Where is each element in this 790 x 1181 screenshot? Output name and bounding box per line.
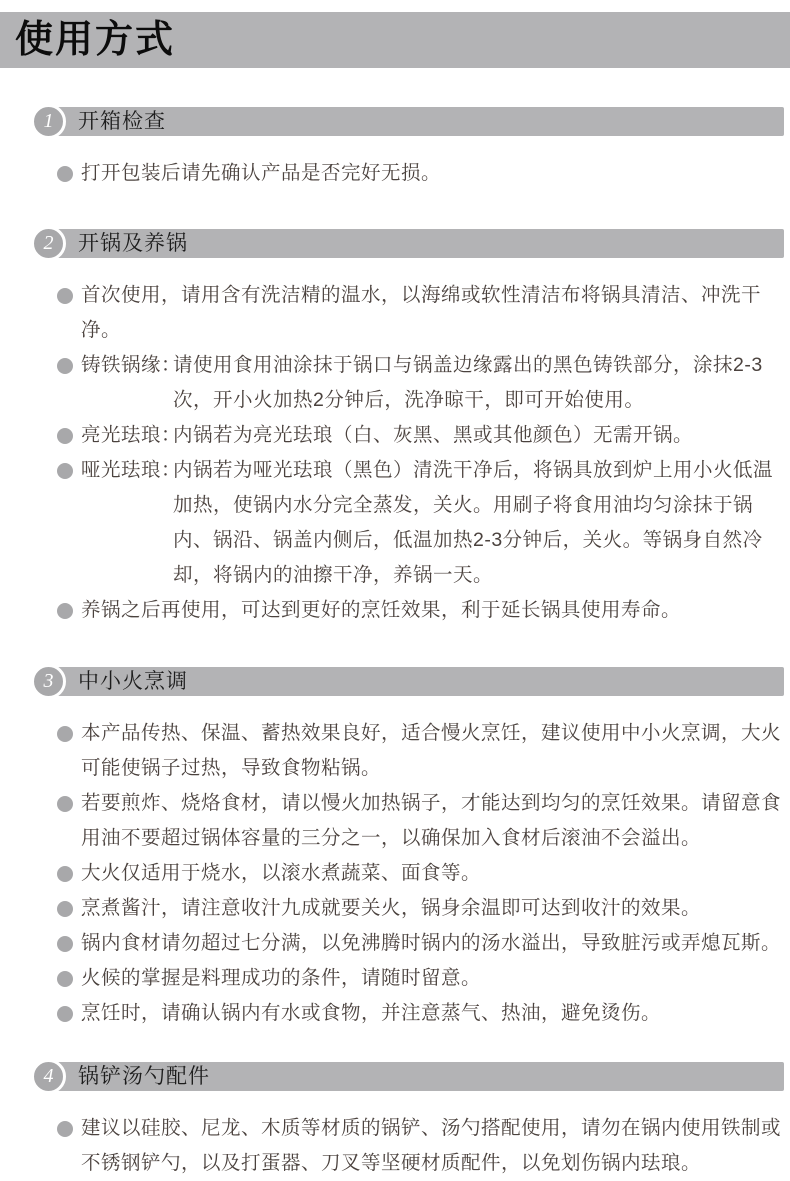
- bullet-icon: [57, 971, 73, 987]
- sections-container: [0, 107, 790, 1181]
- section-number-badge: 2: [31, 226, 66, 261]
- bullet-label: 亮光珐琅：: [81, 424, 182, 446]
- list-item: [57, 593, 788, 628]
- section: [0, 107, 790, 191]
- bullet-text: 养锅之后再使用，可达到更好的烹饪效果，利于延长锅具使用寿命。: [81, 599, 682, 621]
- section-title: 中小火烹调: [78, 670, 188, 693]
- section: [0, 667, 790, 1031]
- bullet-text: 打开包装后请先确认产品是否完好无损。: [81, 162, 442, 184]
- list-item: [57, 856, 788, 891]
- list-item: [57, 961, 788, 996]
- bullet-icon: [57, 726, 73, 742]
- bullet-text: 火候的掌握是料理成功的条件，请随时留意。: [81, 967, 482, 989]
- bullet-text: 内锅若为亮光珐琅（白、灰黑、黑或其他颜色）无需开锅。: [173, 424, 694, 446]
- section-title: 开箱检查: [78, 110, 166, 133]
- bullet-icon: [57, 166, 73, 182]
- list-item: [57, 891, 788, 926]
- bullet-icon: [57, 936, 73, 952]
- bullet-label: 哑光珐琅：: [81, 459, 182, 481]
- bullet-text: 建议以硅胶、尼龙、木质等材质的锅铲、汤勺搭配使用，请勿在锅内使用铁制或不锈钢铲勺，以及打蛋器、刀叉等坚硬材质配件，以免划伤锅内珐琅。: [81, 1117, 782, 1174]
- section-number-badge: 1: [31, 104, 66, 139]
- section-title: 锅铲汤勺配件: [78, 1065, 210, 1088]
- bullet-text: 大火仅适用于烧水，以滚水煮蔬菜、面食等。: [81, 862, 482, 884]
- bullet-text: 请使用食用油涂抹于锅口与锅盖边缘露出的黑色铸铁部分，涂抹2-3次，开小火加热2分钟后，洗净晾干，即可开始使用。: [173, 354, 763, 411]
- list-item: [57, 348, 788, 418]
- bullet-list: [57, 156, 788, 191]
- bullet-text: 若要煎炸、烧烙食材，请以慢火加热锅子，才能达到均匀的烹饪效果。请留意食用油不要超过锅体容量的三分之一，以确保加入食材后滚油不会溢出。: [81, 792, 782, 849]
- section: [0, 1062, 790, 1181]
- section-header-bar: [45, 229, 784, 258]
- section-number-badge: 3: [31, 664, 66, 699]
- section: [0, 229, 790, 628]
- list-item: [57, 716, 788, 786]
- bullet-icon: [57, 1006, 73, 1022]
- list-item: [57, 1111, 788, 1181]
- section-header-bar: [45, 667, 784, 696]
- list-item: [57, 786, 788, 856]
- page-title: 使用方式: [15, 19, 176, 61]
- bullet-list: [57, 716, 788, 1031]
- bullet-text: 内锅若为哑光珐琅（黑色）清洗干净后，将锅具放到炉上用小火低温加热，使锅内水分完全蒸发，关火。用刷子将食用油均匀涂抹于锅内、锅沿、锅盖内侧后，低温加热2-3分钟后，关火。等锅身自然冷却，将锅内的油擦干净，养锅一天。: [173, 459, 774, 586]
- bullet-icon: [57, 796, 73, 812]
- section-header-bar: [45, 1062, 784, 1091]
- bullet-icon: [57, 428, 73, 444]
- bullet-icon: [57, 901, 73, 917]
- list-item: [57, 453, 788, 593]
- bullet-icon: [57, 1121, 73, 1137]
- list-item: [57, 156, 788, 191]
- bullet-text: 本产品传热、保温、蓄热效果良好，适合慢火烹饪，建议使用中小火烹调，大火可能使锅子过热，导致食物粘锅。: [81, 722, 782, 779]
- section-header-bar: [45, 107, 784, 136]
- section-number-badge: 4: [31, 1059, 66, 1094]
- bullet-icon: [57, 866, 73, 882]
- section-title: 开锅及养锅: [78, 232, 188, 255]
- bullet-list: [57, 278, 788, 628]
- bullet-text: 锅内食材请勿超过七分满，以免沸腾时锅内的汤水溢出，导致脏污或弄熄瓦斯。: [81, 932, 782, 954]
- bullet-list: [57, 1111, 788, 1181]
- bullet-icon: [57, 463, 73, 479]
- list-item: [57, 926, 788, 961]
- bullet-icon: [57, 603, 73, 619]
- bullet-icon: [57, 358, 73, 374]
- bullet-icon: [57, 288, 73, 304]
- list-item: [57, 996, 788, 1031]
- page-title-bar: [0, 12, 790, 68]
- bullet-text: 首次使用，请用含有洗洁精的温水，以海绵或软性清洁布将锅具清洁、冲洗干净。: [81, 284, 762, 341]
- list-item: [57, 418, 788, 453]
- list-item: [57, 278, 788, 348]
- bullet-text: 烹煮酱汁，请注意收汁九成就要关火，锅身余温即可达到收汁的效果。: [81, 897, 702, 919]
- bullet-text: 烹饪时，请确认锅内有水或食物，并注意蒸气、热油，避免烫伤。: [81, 1002, 662, 1024]
- bullet-label: 铸铁锅缘：: [81, 354, 182, 376]
